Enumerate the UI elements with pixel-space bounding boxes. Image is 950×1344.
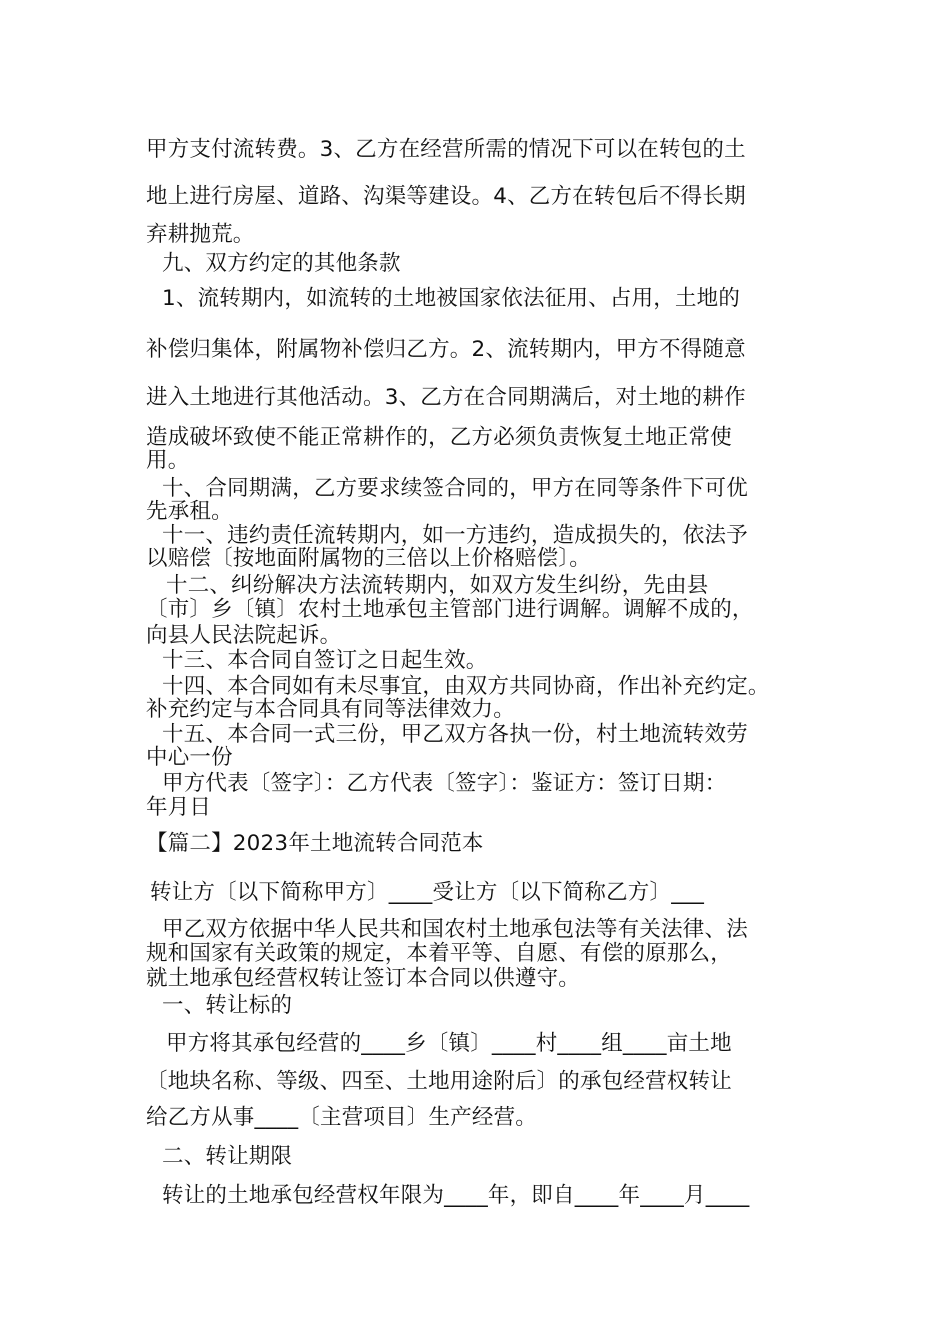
body-text-line: 十二、纠纷解决方法流转期内，如双方发生纠纷，先由县 [166, 573, 709, 598]
body-text-line: 给乙方从事____〔主营项目〕生产经营。 [146, 1105, 538, 1130]
date-line: 年月日 [146, 795, 212, 820]
chapter-title: 【篇二】2023年土地流转合同范本 [146, 831, 484, 856]
section-heading: 九、双方约定的其他条款 [162, 251, 401, 276]
body-text-line: 〔地块名称、等级、四至、土地用途附后〕的承包经营权转让 [146, 1069, 732, 1094]
body-text-line: 地上进行房屋、道路、沟渠等建设。4、乙方在转包后不得长期 [146, 184, 746, 209]
body-text-line: 补偿归集体，附属物补偿归乙方。2、流转期内，甲方不得随意 [146, 337, 746, 362]
section-heading: 一、转让标的 [162, 993, 293, 1018]
section-heading: 二、转让期限 [162, 1144, 293, 1169]
body-text-line: 甲方支付流转费。3、乙方在经营所需的情况下可以在转包的土 [146, 137, 746, 162]
body-text-line: 〔市〕乡〔镇〕农村土地承包主管部门进行调解。调解不成的， [146, 597, 754, 622]
body-text-line: 十、合同期满，乙方要求续签合同的，甲方在同等条件下可优 [162, 476, 748, 501]
body-text-line: 进入土地进行其他活动。3、乙方在合同期满后，对土地的耕作 [146, 385, 746, 410]
body-text-line: 弃耕抛荒。 [146, 222, 255, 247]
body-text-line: 甲乙双方依据中华人民共和国农村土地承包法等有关法律、法 [162, 917, 748, 942]
body-text-line: 就土地承包经营权转让签订本合同以供遵守。 [146, 966, 581, 991]
body-text-line: 用。 [146, 448, 190, 473]
body-text-line: 规和国家有关政策的规定，本着平等、自愿、有偿的原那么， [146, 941, 732, 966]
body-text-line: 转让的土地承包经营权年限为____年，即自____年____月____ [162, 1183, 750, 1208]
body-text-line: 补充约定与本合同具有同等法律效力。 [146, 697, 515, 722]
parties-line: 转让方〔以下简称甲方〕____受让方〔以下简称乙方〕___ [150, 880, 705, 905]
body-text-line: 1、流转期内，如流转的土地被国家依法征用、占用，土地的 [162, 286, 741, 311]
body-text-line: 造成破坏致使不能正常耕作的，乙方必须负责恢复土地正常使 [146, 425, 732, 450]
body-text-line: 十四、本合同如有未尽事宜，由双方共同协商，作出补充约定。 [162, 674, 770, 699]
body-text-line: 十五、本合同一式三份，甲乙双方各执一份，村土地流转效劳 [162, 722, 748, 747]
signature-line: 甲方代表〔签字〕：乙方代表〔签字〕：鉴证方：签订日期： [162, 771, 727, 796]
body-text-line: 向县人民法院起诉。 [146, 623, 342, 648]
body-text-line: 以赔偿〔按地面附属物的三倍以上价格赔偿〕。 [146, 546, 591, 571]
body-text-line: 甲方将其承包经营的____乡〔镇〕____村____组____亩土地 [166, 1031, 732, 1056]
body-text-line: 中心一份 [146, 745, 233, 770]
body-text-line: 先承租。 [146, 499, 233, 524]
body-text-line: 十三、本合同自签订之日起生效。 [162, 648, 488, 673]
body-text-line: 十一、违约责任流转期内，如一方违约，造成损失的，依法予 [162, 523, 748, 548]
